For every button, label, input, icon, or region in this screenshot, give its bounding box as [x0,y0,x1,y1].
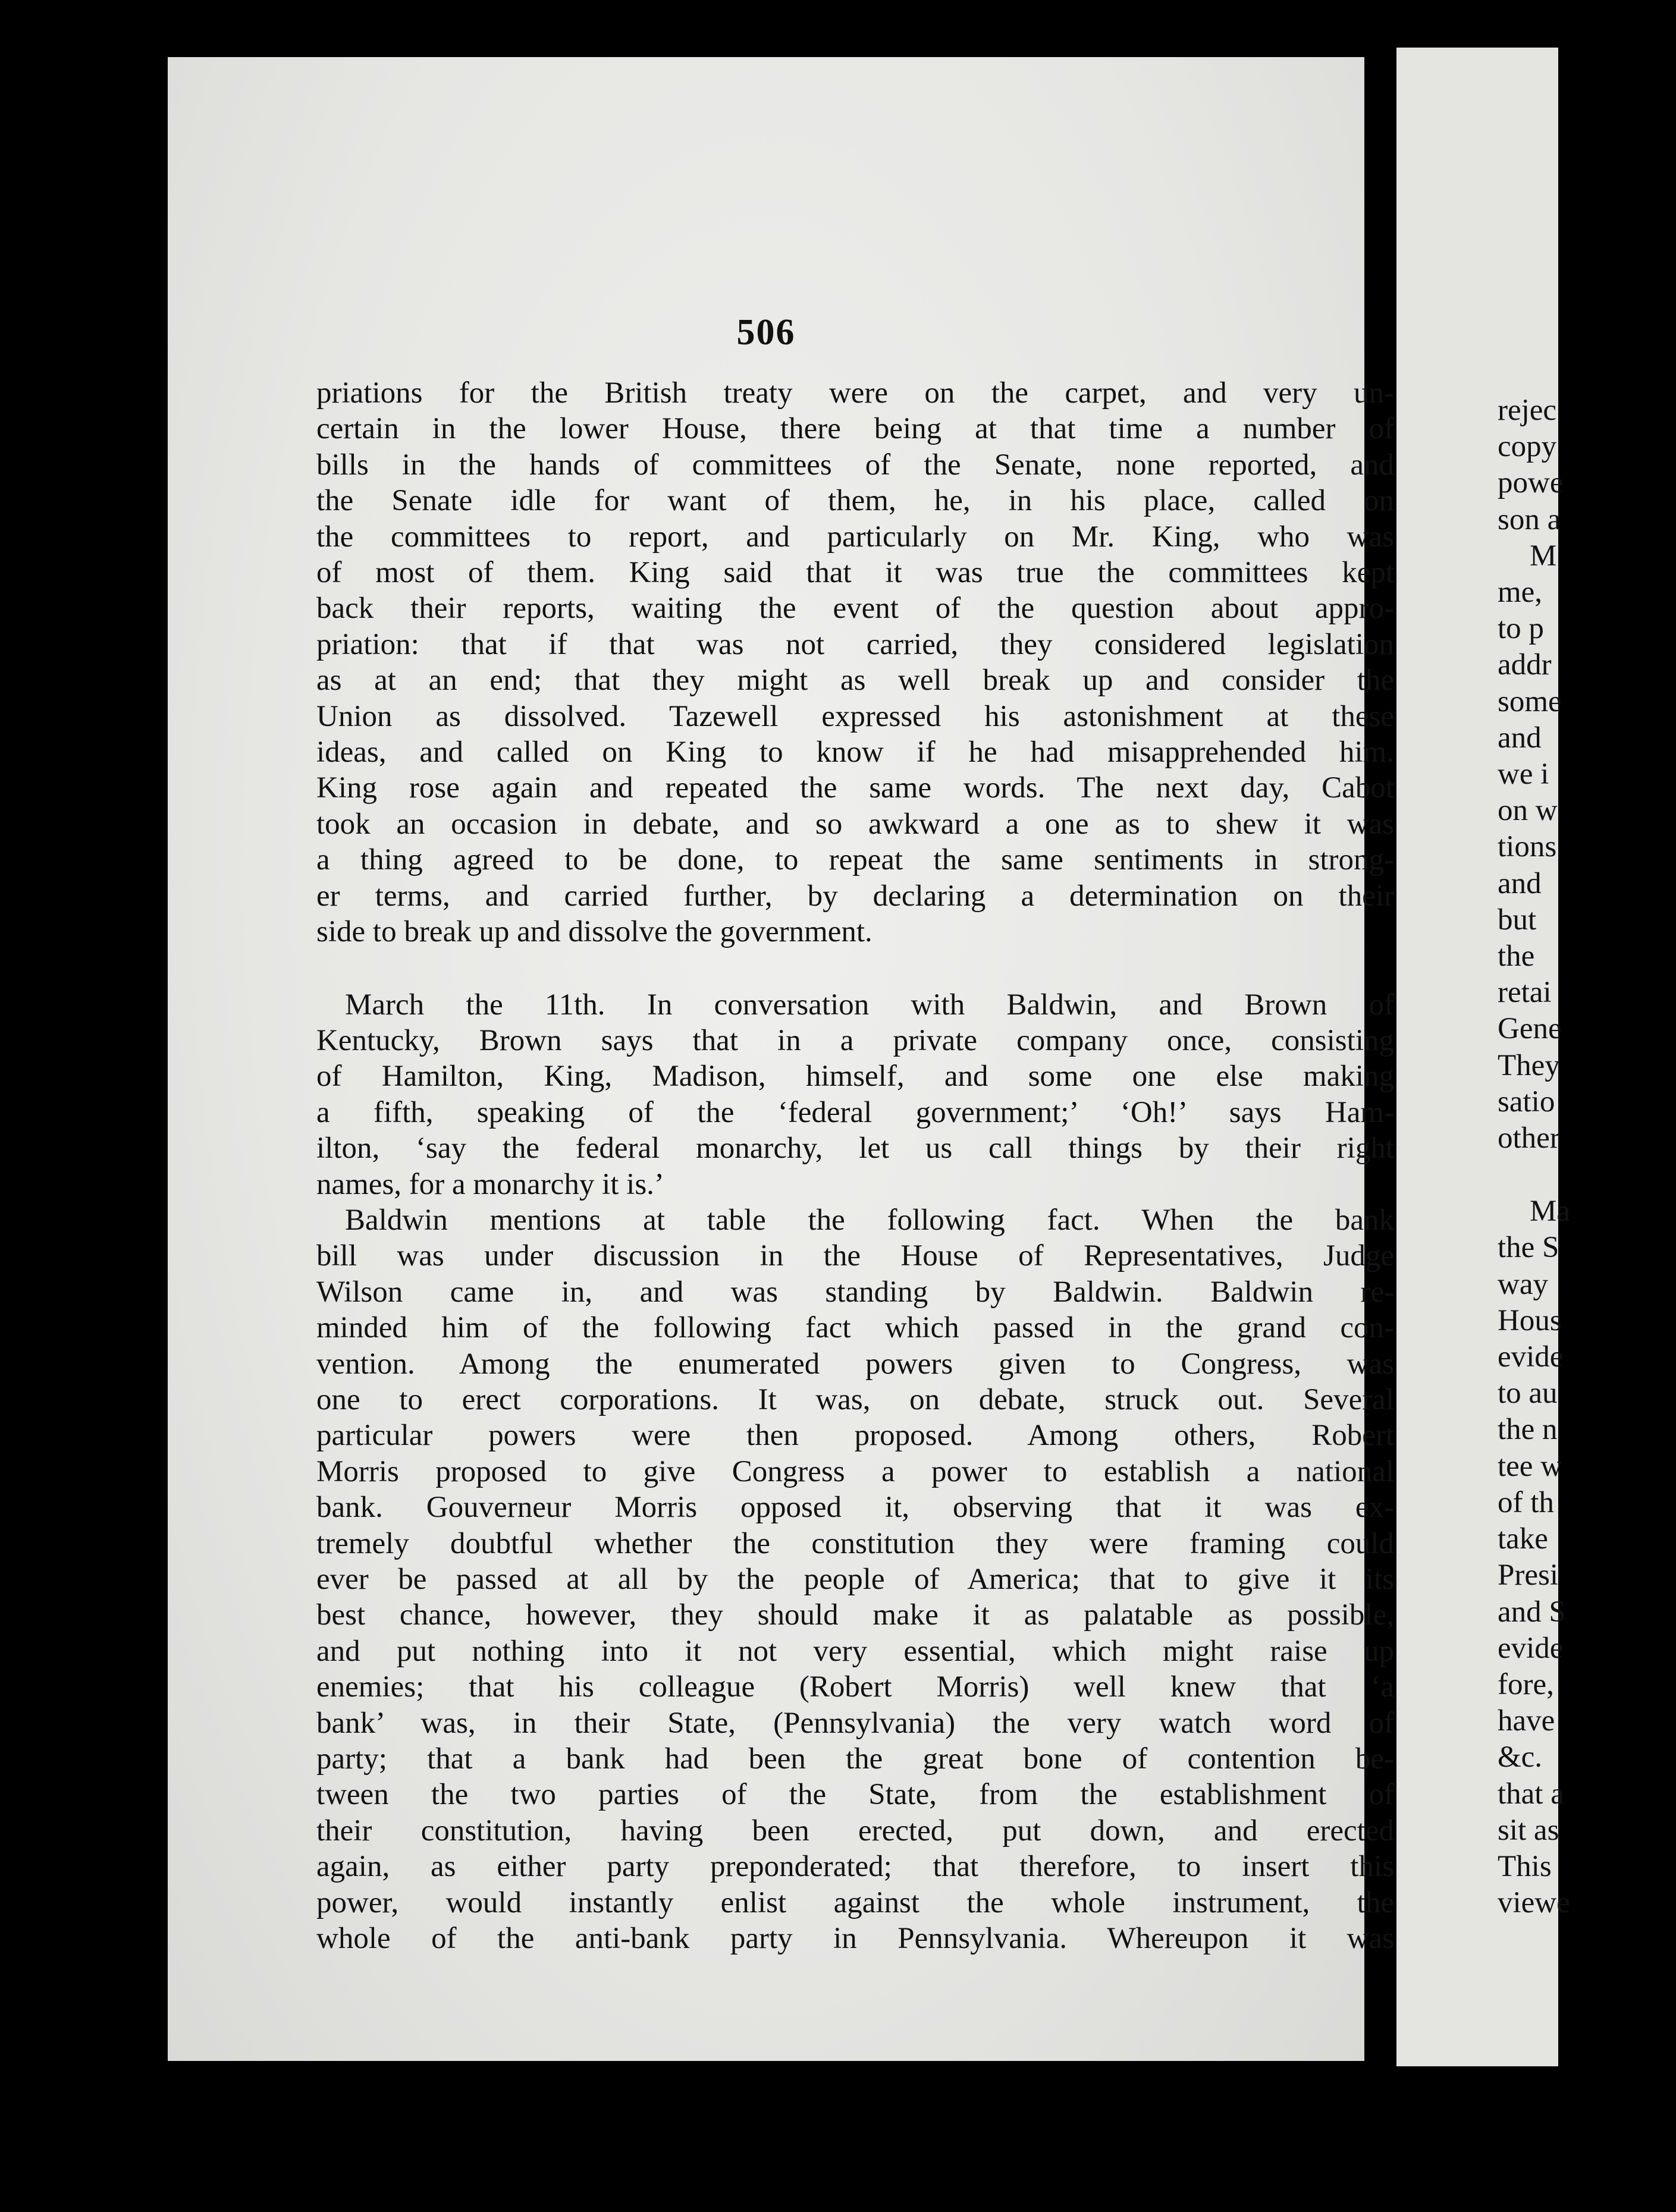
text-line: March the 11th. In conversation with Baldwin, and Brown of [345,988,1394,1022]
facing-page-text [1498,392,1676,1921]
left-page [168,57,1394,2061]
text-line: and put nothing into it not very essential, which might raise up [316,1634,1394,1668]
fragment-line: This [1498,1849,1552,1883]
text-line: King rose again and repeated the same words. The next day, Cabot [316,771,1394,805]
paragraph-3 [316,1202,1394,1957]
paragraph-1 [316,375,1394,950]
fragment-line: Ma [1530,1195,1570,1228]
fragment-line: tions [1498,830,1557,864]
fragment-line: to p [1498,612,1544,646]
page-number: 506 [736,312,796,353]
text-line: vention. Among the enumerated powers given to Congress, was [316,1347,1394,1381]
text-line: bills in the hands of committees of the Senate, none reported, and [316,448,1394,482]
fragment-line: tee w [1498,1449,1563,1483]
text-line: names, for a monarchy it is.’ [316,1167,664,1201]
fragment-line: other [1498,1121,1560,1155]
text-line: as at an end; that they might as well break up and consider the [316,664,1394,697]
text-line: priations for the British treaty were on the carpet, and very un- [316,376,1394,410]
paragraph-2 [316,987,1394,1202]
fragment-line: &c. [1498,1740,1543,1774]
fragment-line: the [1498,940,1535,973]
text-line: took an occasion in debate, and so awkward a one as to shew it was [316,807,1394,841]
fragment-line: Hous [1498,1303,1562,1337]
fragment-line: to au [1498,1377,1558,1410]
text-line: tremely doubtful whether the constitution they were framing could [316,1526,1394,1560]
text-line: er terms, and carried further, by declaring a determination on their [316,879,1394,913]
text-line: party; that a bank had been the great bone of contention be- [316,1742,1394,1776]
text-line: Morris proposed to give Congress a power to establish a national [316,1454,1394,1488]
fragment-line: addr [1498,648,1552,682]
text-line: of most of them. King said that it was true the committees kept [316,556,1394,590]
fragment-line: rejec [1498,394,1557,427]
text-line: bank. Gouverneur Morris opposed it, observing that it was ex- [316,1491,1394,1525]
fragment-line: Presi [1498,1559,1558,1592]
fragment-line: Gene [1498,1012,1562,1046]
fragment-line: and [1498,721,1542,755]
text-line: the committees to report, and particularly on Mr. King, who was [316,520,1394,554]
fragment-line: take [1498,1522,1548,1556]
fragment-line: copy [1498,430,1557,464]
text-line: minded him of the following fact which passed in the grand con- [316,1311,1394,1345]
fragment-line: on w [1498,794,1558,828]
fragment-line: M [1530,539,1557,573]
fragment-line: fore, [1498,1667,1554,1701]
text-line: ilton, ‘say the federal monarchy, let us call things by their right [316,1132,1394,1165]
text-line: whole of the anti-bank party in Pennsylvania. Whereupon it was [316,1922,1394,1956]
text-line: ideas, and called on King to know if he had misapprehended him. [316,736,1394,769]
text-line: back their reports, waiting the event of the question about appro- [316,592,1394,626]
fragment-line: sit as [1498,1813,1559,1847]
text-line: their constitution, having been erected, put down, and erected [316,1814,1394,1847]
text-line: Baldwin mentions at table the following fact. When the bank [345,1203,1394,1237]
fragment-line: me, [1498,576,1543,609]
fragment-line: powe [1498,466,1564,500]
text-line: best chance, however, they should make it as palatable as possible, [316,1598,1394,1632]
text-line: a thing agreed to be done, to repeat the same sentiments in strong- [316,843,1394,877]
text-line: the Senate idle for want of them, he, in his place, called on [316,484,1394,518]
fragment-line: retai [1498,976,1552,1010]
text-line: particular powers were then proposed. Among others, Robert [316,1419,1394,1453]
text-line: a fifth, speaking of the ‘federal government;’ ‘Oh!’ says Ham- [316,1095,1394,1129]
fragment-line: have [1498,1704,1555,1738]
text-line: certain in the lower House, there being at that time a number of [316,412,1394,446]
fragment-line: and [1498,866,1542,900]
text-line: Kentucky, Brown says that in a private company once, consisting [316,1023,1394,1057]
fragment-line: and S [1498,1595,1566,1629]
fragment-line: They [1498,1048,1560,1082]
text-line: side to break up and dissolve the government. [316,915,872,949]
fragment-line: the n [1498,1413,1558,1447]
fragment-line: way [1498,1267,1548,1301]
text-line: again, as either party preponderated; that therefore, to insert this [316,1850,1394,1884]
text-line: power, would instantly enlist against the whole instrument, the [316,1886,1394,1919]
body-text [316,375,1394,1956]
text-line: one to erect corporations. It was, on debate, struck out. Several [316,1382,1394,1416]
facing-page-edge [1396,48,1570,2066]
fragment-line: the S [1498,1231,1559,1265]
fragment-line: we i [1498,758,1549,791]
paragraph-gap [1498,1157,1676,1193]
text-line: Union as dissolved. Tazewell expressed his astonishment at these [316,699,1394,733]
text-line: tween the two parties of the State, from the establishment of [316,1778,1394,1812]
fragment-line: but [1498,903,1537,937]
fragment-line: of th [1498,1485,1554,1519]
text-line: priation: that if that was not carried, they considered legislation [316,627,1394,661]
text-line: ever be passed at all by the people of America; that to give it its [316,1563,1394,1596]
text-line: bank’ was, in their State, (Pennsylvania) the very watch word of [316,1706,1394,1740]
text-line: Wilson came in, and was standing by Baldwin. Baldwin re- [316,1275,1394,1309]
fragment-line: evide [1498,1631,1564,1665]
fragment-line: evide [1498,1340,1564,1374]
text-line: enemies; that his colleague (Robert Morris) well knew that ‘a [316,1670,1394,1704]
fragment-line: that a [1498,1777,1564,1811]
fragment-line: satio [1498,1085,1555,1118]
fragment-line: son a [1498,502,1561,536]
fragment-line: viewe [1498,1886,1570,1920]
paragraph-gap [316,950,1394,987]
fragment-line: some [1498,684,1562,718]
text-line: of Hamilton, King, Madison, himself, and some one else making [316,1060,1394,1094]
text-line: bill was under discussion in the House of Representatives, Judge [316,1239,1394,1273]
